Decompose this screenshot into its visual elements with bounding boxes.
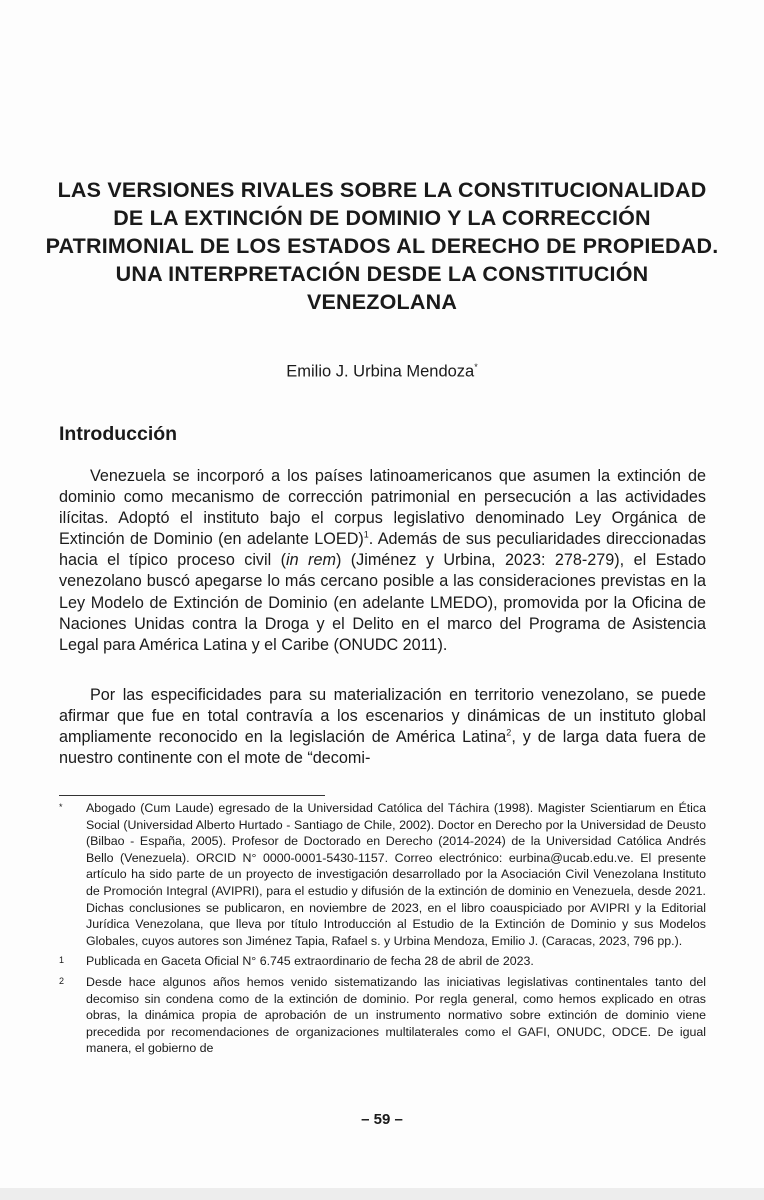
- footnote-mark: *: [59, 802, 63, 812]
- page-bottom-edge: [0, 1188, 764, 1200]
- paragraph-1-part-2: . Además de sus peculiaridades direccionadas hacia el típico proceso civil (: [59, 530, 706, 570]
- author-name: Emilio J. Urbina Mendoza: [286, 362, 475, 381]
- footnote-ref-2: 2: [506, 727, 512, 738]
- paragraph-1-italic: in rem: [286, 551, 336, 570]
- footnote-1: [59, 953, 706, 970]
- footnote-text: Abogado (Cum Laude) egresado de la Universidad Católica del Táchira (1998). Magister Scientiarum en Ética Social (Universidad Alberto Hurtado - Santiago de Chile, 2002). Doctor en Derecho por la Universidad de Deusto (Bilbao - España, 2005). Profesor de Doctorado en Derecho (2014-2024) de la Universidad Católica Andrés Bello (Venezuela). ORCID N° 0000-0001-5430-1157. Correo electrónico: eurbina@ucab.edu.ve. El presente artículo ha sido parte de un proyecto de investigación desarrollado por la Asociación Civil Venezolana Instituto de Promoción Integral (AVIPRI), para el estudio y difusión de la extinción de dominio en Venezuela, desde 2021. Dichas conclusiones se publicaron, en noviembre de 2023, en el libro coauspiciado por AVIPRI y la Editorial Jurídica Venezolana, que lleva por título Introducción al Estudio de la Extinción de Dominio y sus Modelos Globales, cuyos autores son Jiménez Tapia, Rafael s. y Urbina Mendoza, Emilio J. (Caracas, 2023, 796 pp.).: [86, 801, 706, 948]
- footnote-text: Desde hace algunos años hemos venido sistematizando las iniciativas legislativas continentales tanto del decomiso sin condena como de la extinción de dominio. Por regla general, como hemos explicado en otras obras, la dinámica propia de aprobación de un instrumento normativo sobre extinción de dominio viene precedida por recomendaciones de organizaciones multilaterales como el GAFI, ONUDC, ODCE. De igual manera, el gobierno de: [86, 974, 706, 1056]
- paragraph-2-part-1: Por las especificidades para su materialización en territorio venezolano, se puede afirmar que fue en total contravía a los escenarios y dinámicas de un instituto global ampliamente reconocido en la legislación de América Latina: [59, 686, 706, 747]
- section-heading: Introducción: [59, 423, 178, 445]
- author-footnote-mark: *: [474, 362, 478, 372]
- footnote-author: [59, 800, 706, 949]
- footnote-2: [59, 974, 706, 1057]
- footnote-text: Publicada en Gaceta Oficial N° 6.745 extraordinario de fecha 28 de abril de 2023.: [86, 954, 534, 969]
- article-title: LAS VERSIONES RIVALES SOBRE LA CONSTITUCIONALIDAD DE LA EXTINCIÓN DE DOMINIO Y LA CORRECCIÓN PATRIMONIAL DE LOS ESTADOS AL DERECHO DE PROPIEDAD. UNA INTERPRETACIÓN DESDE LA CONSTITUCIÓN VENEZOLANA: [45, 178, 719, 314]
- footnote-ref-1: 1: [363, 529, 369, 540]
- paragraph-2: [59, 685, 706, 769]
- paragraph-1-part-1: Venezuela se incorporó a los países latinoamericanos que asumen la extinción de dominio como mecanismo de corrección patrimonial en persecución a las actividades ilícitas. Adoptó el instituto bajo el corpus legislativo denominado Ley Orgánica de Extinción de Dominio (en adelante LOED): [59, 467, 706, 549]
- paragraph-1: [59, 466, 706, 656]
- footnote-mark: 2: [59, 975, 65, 986]
- author-line: [0, 356, 764, 383]
- paragraph-2-part-2: , y de larga data fuera de nuestro continente con el mote de “decomi-: [59, 728, 707, 768]
- page-number: – 59 –: [361, 1111, 403, 1128]
- footnote-mark: 1: [59, 955, 65, 966]
- footnotes: [59, 800, 706, 1061]
- footnote-divider: [59, 795, 325, 796]
- paragraph-1-part-3: ) (Jiménez y Urbina, 2023: 278-279), el Estado venezolano buscó apegarse lo más cercano posible a las consideraciones previstas en la Ley Modelo de Extinción de Dominio (en adelante LMEDO), promovida por la Oficina de Naciones Unidas contra la Droga y el Delito en el marco del Programa de Asistencia Legal para América Latina y el Caribe (ONUDC 2011).: [59, 551, 706, 654]
